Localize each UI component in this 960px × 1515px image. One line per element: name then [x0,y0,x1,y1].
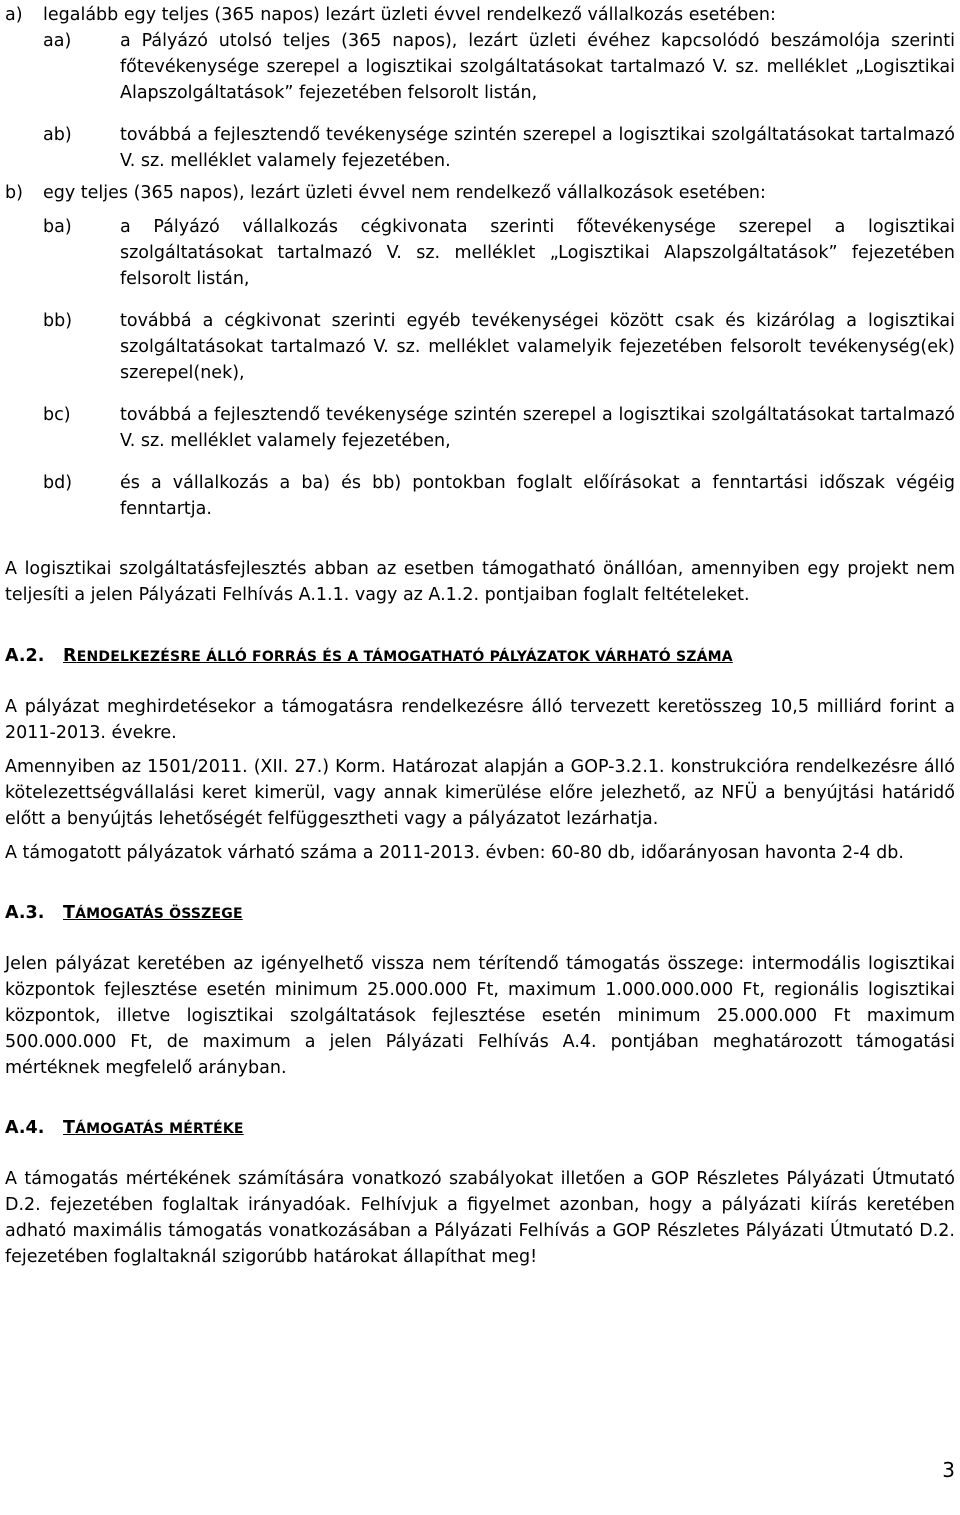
list-label: ba) [43,217,72,237]
list-item-ab [43,122,955,174]
a2-paragraph-1: A pályázat meghirdetésekor a támogatásra rendelkezésre álló tervezett keretösszeg 10,5 milliárd forint a 2011-2013. évekre. [5,697,955,743]
page-number: 3 [942,1458,955,1482]
list-text: továbbá a fejlesztendő tevékenysége szintén szerepel a logisztikai szolgáltatásokat tartalmazó V. sz. melléklet valamely fejezetében. [120,125,955,171]
list-label: ab) [43,125,72,145]
section-number: A.2. [5,646,45,666]
list-text: legalább egy teljes (365 napos) lezárt üzleti évvel rendelkező vállalkozás esetében: [43,5,776,25]
document-page [5,0,955,1270]
section-title: TÁMOGATÁS ÖSSZEGE [63,903,243,923]
list-text: a Pályázó vállalkozás cégkivonata szerinti főtevékenysége szerepel a logisztikai szolgáltatásokat tartalmazó V. sz. melléklet „Logisztikai Alapszolgáltatások” fejezetében felsorolt listán, [120,217,955,289]
list-item-b [5,180,955,206]
list-text: a Pályázó utolsó teljes (365 napos), lezárt üzleti évéhez kapcsolódó beszámolója szerinti főtevékenysége szerepel a logisztikai szolgáltatásokat tartalmazó V. sz. melléklet „Logisztikai Alapszolgáltatások” fejezetében felsorolt listán, [120,31,955,103]
list-item-aa [43,28,955,106]
section-number: A.4. [5,1118,45,1138]
section-title: TÁMOGATÁS MÉRTÉKE [63,1118,244,1138]
section-heading-a2 [5,643,955,670]
list-label: bd) [43,473,73,493]
list-label: bc) [43,405,71,425]
section-number: A.3. [5,903,45,923]
list-item-bd [43,470,955,522]
list-label: bb) [43,311,73,331]
list-item-bb [43,308,955,386]
list-text: továbbá a fejlesztendő tevékenysége szintén szerepel a logisztikai szolgáltatásokat tartalmazó V. sz. melléklet valamely fejezetében, [120,405,955,451]
list-label: a) [5,5,23,25]
list-item-ba [43,214,955,292]
list-item-a [5,2,955,28]
standalone-paragraph: A logisztikai szolgáltatásfejlesztés abban az esetben támogatható önállóan, amennyiben egy projekt nem teljesíti a jelen Pályázati Felhívás A.1.1. vagy az A.1.2. pontjaiban foglalt feltételeket. [5,559,955,605]
list-text: és a vállalkozás a ba) és bb) pontokban foglalt előírásokat a fenntartási időszak végéig fenntartja. [120,473,955,519]
list-item-bc [43,402,955,454]
a2-paragraph-2: Amennyiben az 1501/2011. (XII. 27.) Korm. Határozat alapján a GOP-3.2.1. konstrukcióra rendelkezésre álló kötelezettségvállalási keret kimerül, vagy annak kimerülése előre jelezhető, az NFÜ a benyújtási határidő előtt a benyújtás lehetőségét felfüggesztheti vagy a pályázatot lezárhatja. [5,757,955,829]
list-label: b) [5,183,23,203]
list-text: továbbá a cégkivonat szerinti egyéb tevékenységei között csak és kizárólag a logisztikai szolgáltatásokat tartalmazó V. sz. melléklet valamelyik fejezetében felsorolt tevékenység(ek) szerepel(nek), [120,311,955,383]
a2-paragraph-3: A támogatott pályázatok várható száma a 2011-2013. évben: 60-80 db, időarányosan havonta 2-4 db. [5,843,904,863]
section-title: RENDELKEZÉSRE ÁLLÓ FORRÁS ÉS A TÁMOGATHATÓ PÁLYÁZATOK VÁRHATÓ SZÁMA [63,646,733,666]
section-heading-a3 [5,900,955,927]
a3-paragraph-1: Jelen pályázat keretében az igényelhető vissza nem térítendő támogatás összege: intermodális logisztikai központok fejlesztése esetén minimum 25.000.000 Ft, maximum 1.000.000.000 Ft, regionális logisztikai központok, illetve logisztikai szolgáltatások fejlesztése esetén minimum 25.000.000 Ft maximum 500.000.000 Ft, de maximum a jelen Pályázati Felhívás A.4. pontjában meghatározott támogatási mértéknek megfelelő arányban. [5,954,955,1078]
section-heading-a4 [5,1115,955,1142]
a4-paragraph-1: A támogatás mértékének számítására vonatkozó szabályokat illetően a GOP Részletes Pályázati Útmutató D.2. fejezetében foglaltak irányadóak. Felhívjuk a figyelmet azonban, hogy a pályázati kiírás keretében adható maximális támogatás vonatkozásában a Pályázati Felhívás a GOP Részletes Pályázati Útmutató D.2. fejezetében foglaltaknál szigorúbb határokat állapíthat meg! [5,1169,955,1267]
list-label: aa) [43,31,72,51]
list-text: egy teljes (365 napos), lezárt üzleti évvel nem rendelkező vállalkozások esetében: [43,183,766,203]
